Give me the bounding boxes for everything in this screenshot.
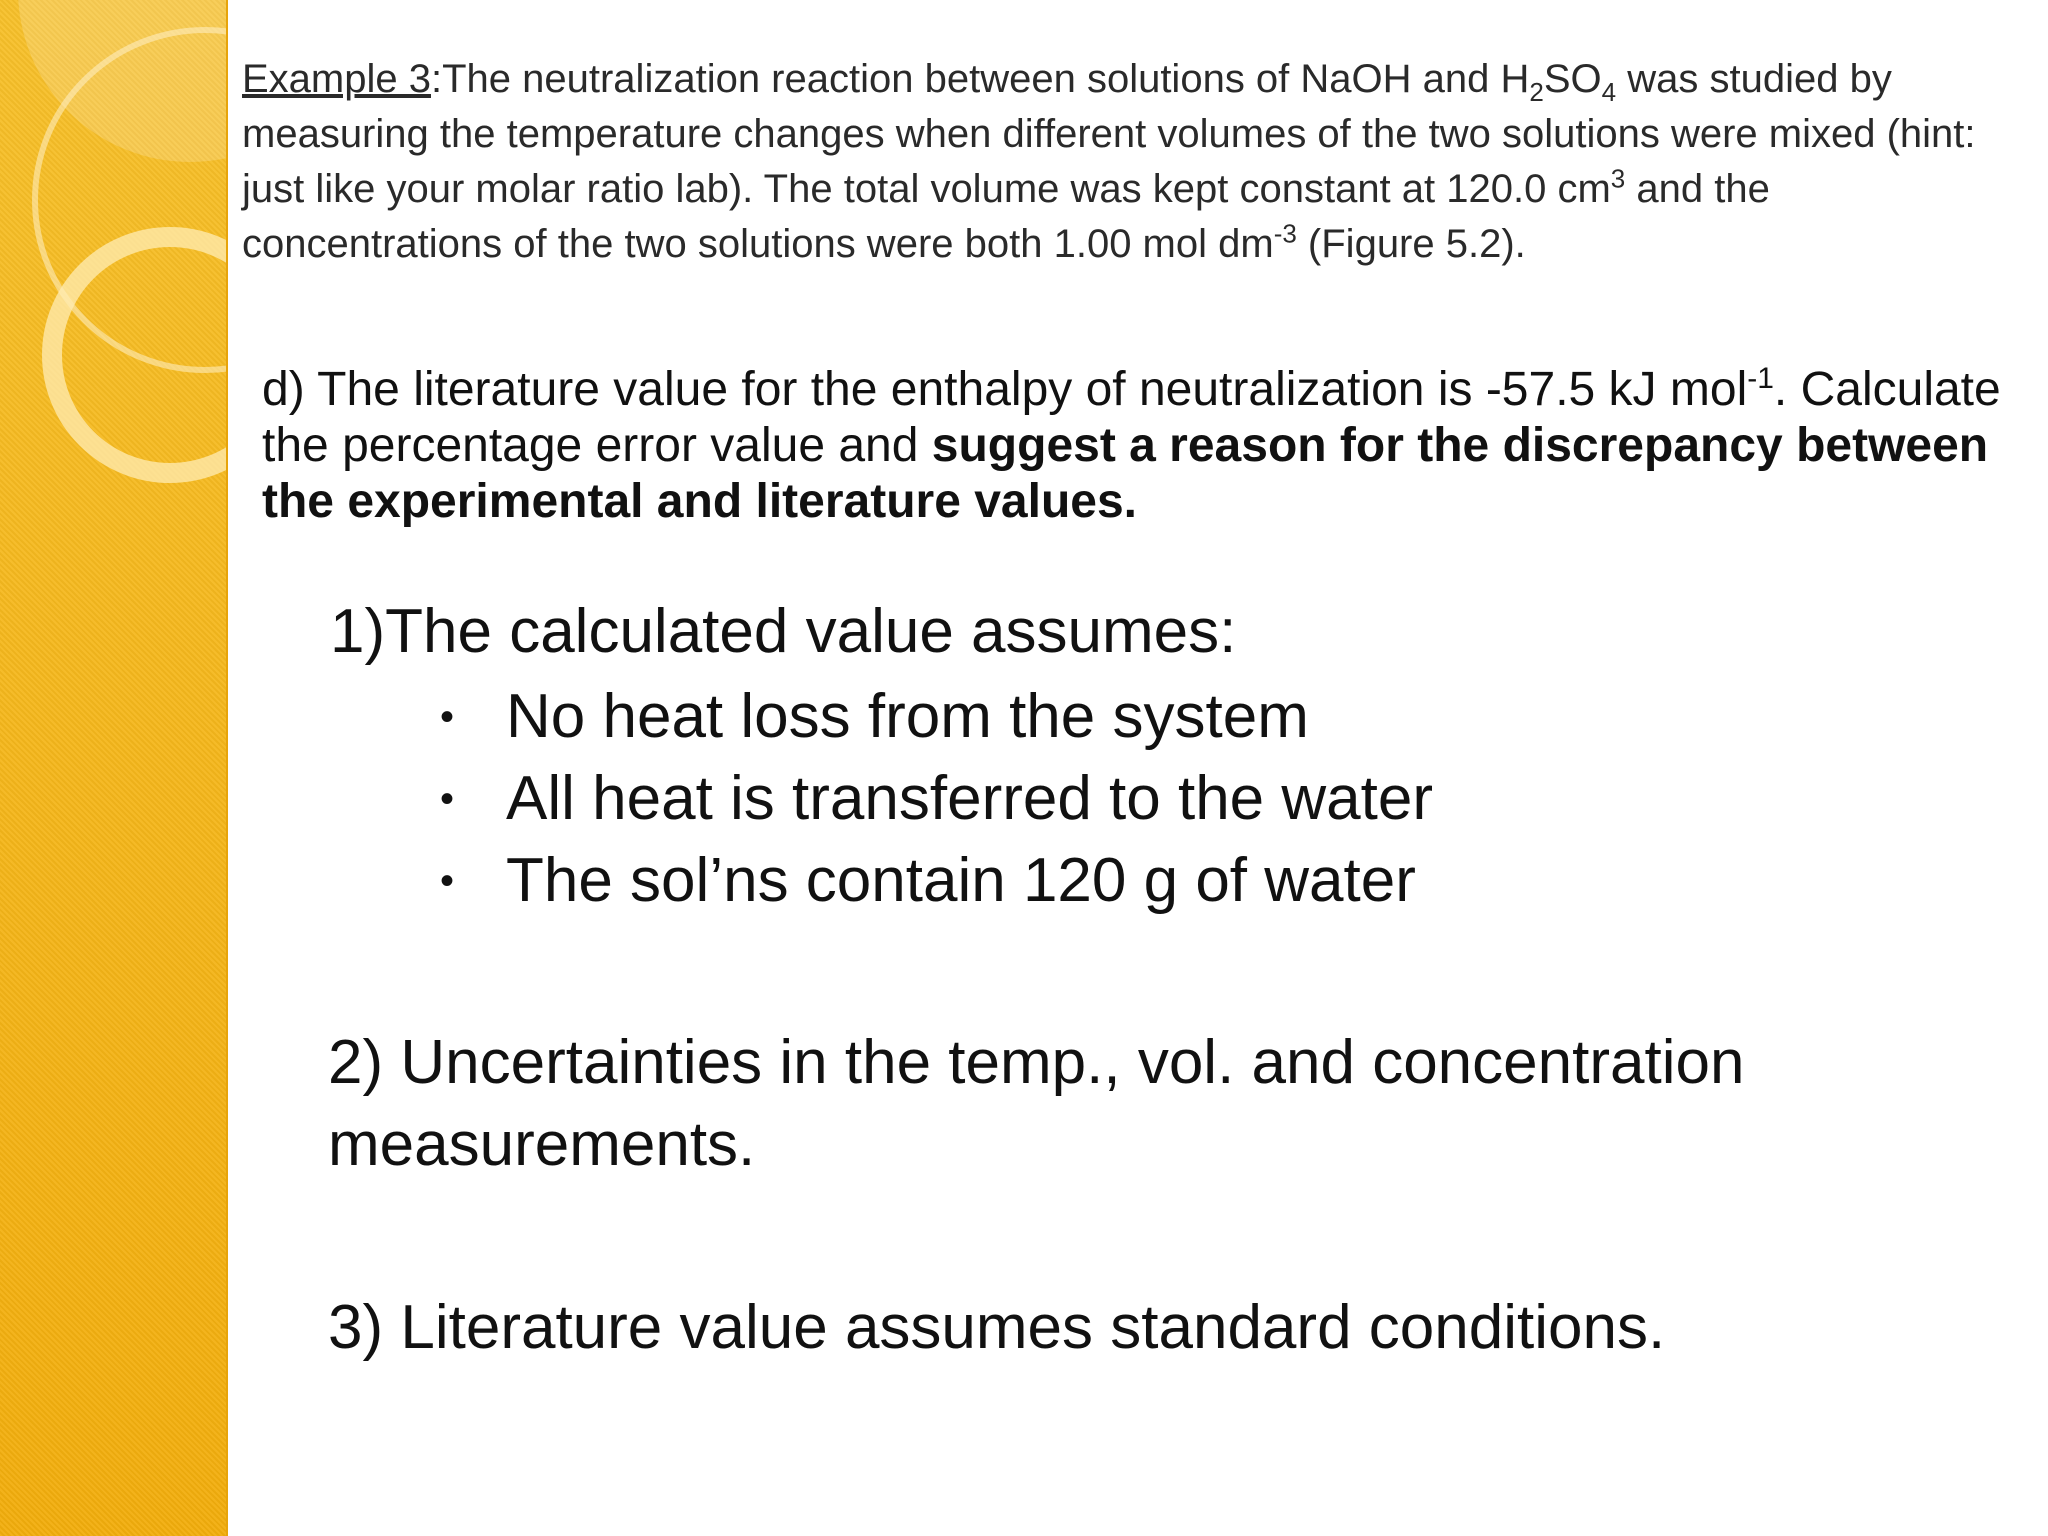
answer-three: 3) Literature value assumes standard conditions.: [328, 1293, 1666, 1362]
list-item: [440, 758, 1433, 840]
decorative-sidebar: [0, 0, 228, 1536]
list-item: [440, 676, 1433, 758]
bullet-icon: •: [440, 695, 455, 739]
bullet-icon: •: [440, 859, 455, 903]
intro-text-c: was studied by measuring the temperature changes when different volumes of the two solutions were mixed (hint: just like your molar ratio lab). The total volume was kept constant at 120.0 cm: [242, 57, 1976, 211]
intro-sup-3: 3: [1610, 163, 1626, 194]
question-text-b: . Calculate the percentage error value and: [262, 363, 2001, 472]
intro-sub-2: 2: [1529, 77, 1544, 107]
decorative-rings: [0, 0, 228, 1536]
answer-two: 2) Uncertainties in the temp., vol. and concentration measurements.: [328, 1028, 1745, 1179]
intro-sup-neg3: -3: [1273, 218, 1297, 249]
bullet-text: The sol’ns contain 120 g of water: [506, 846, 1416, 915]
bullet-text: All heat is transferred to the water: [506, 764, 1434, 833]
list-item: [440, 840, 1433, 922]
sidebar-edge: [226, 0, 228, 1536]
intro-text-e: (Figure 5.2).: [1296, 222, 1526, 266]
example-intro-paragraph: [242, 52, 2032, 272]
example-label: Example 3: [242, 57, 431, 101]
bullet-icon: •: [440, 777, 455, 821]
question-sup-neg1: -1: [1747, 362, 1774, 395]
bullet-text: No heat loss from the system: [506, 682, 1309, 751]
intro-text-d: and the concentrations of the two solutions were both 1.00 mol dm: [242, 167, 1770, 266]
question-bold-text: suggest a reason for the discrepancy between the experimental and literature values.: [262, 419, 1989, 528]
intro-text-a: :The neutralization reaction between solutions of NaOH and H: [430, 57, 1530, 101]
answer-one-heading: 1)The calculated value assumes:: [330, 597, 1237, 666]
answer-one-bullet-list: [440, 676, 1433, 922]
question-text-a: d) The literature value for the enthalpy of neutralization is -57.5 kJ mol: [262, 363, 1748, 416]
question-d: [262, 362, 2002, 530]
intro-sub-4: 4: [1601, 77, 1617, 107]
intro-text-b: SO: [1543, 57, 1602, 101]
